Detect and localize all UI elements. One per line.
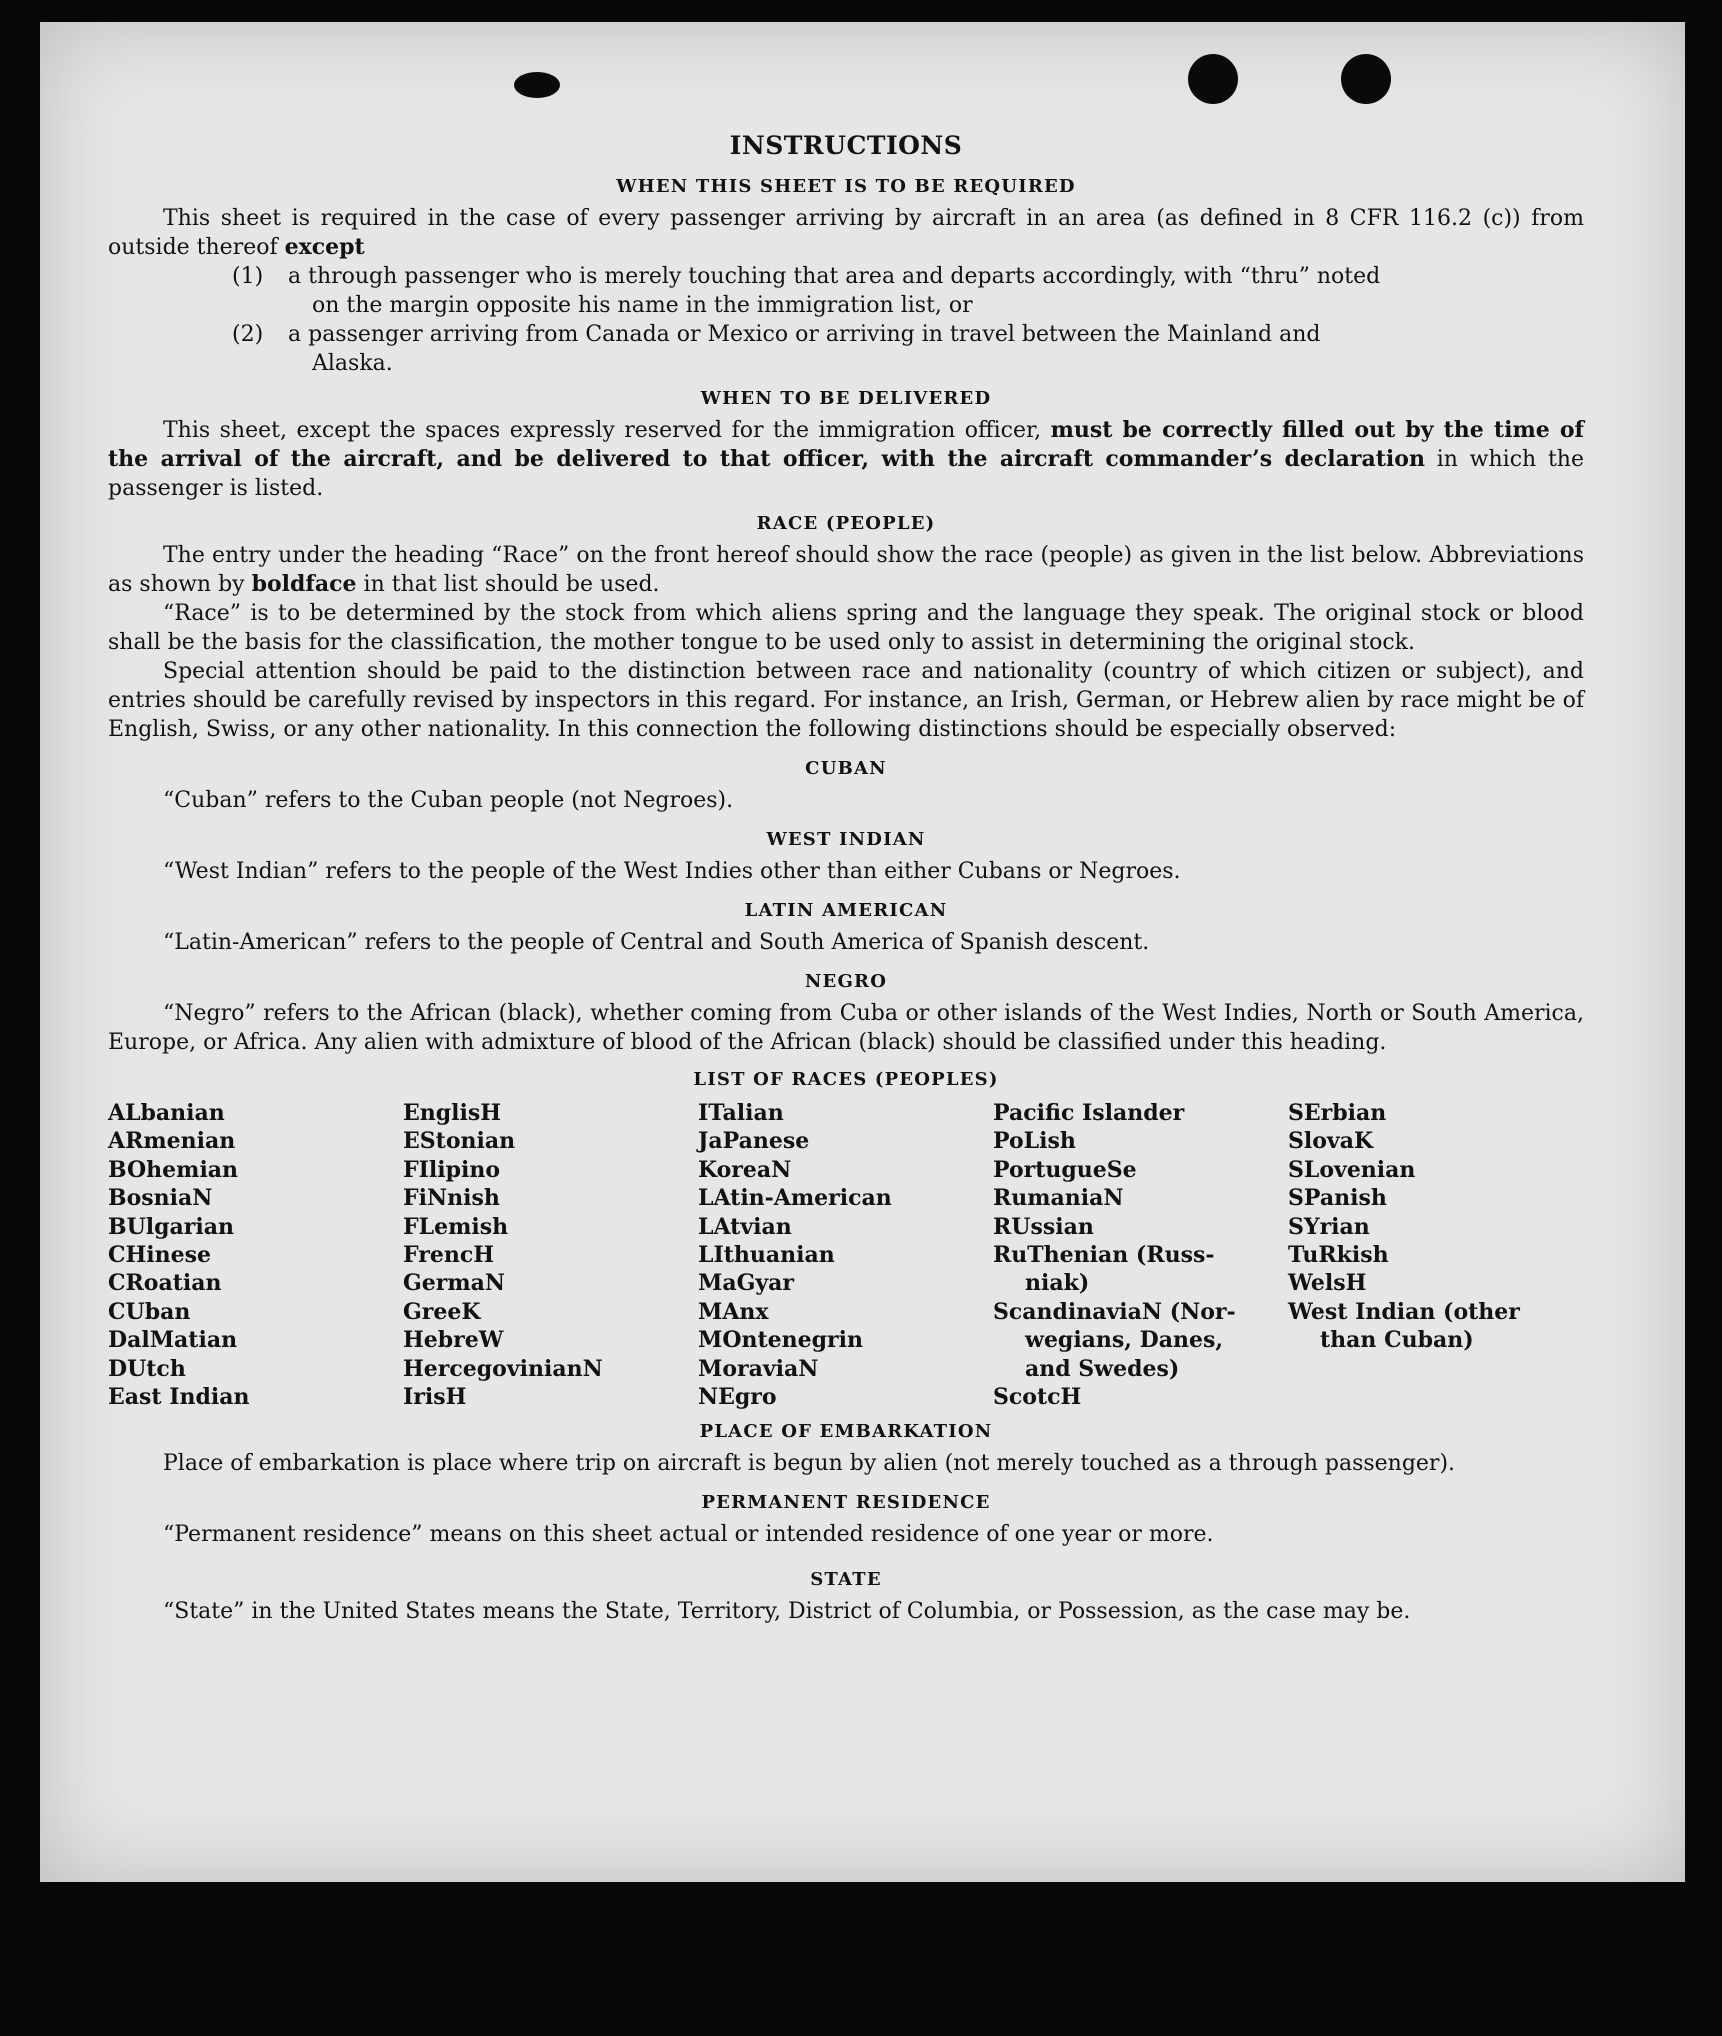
races-column <box>403 1099 698 1411</box>
race-entry: and Swedes) <box>1025 1355 1180 1382</box>
race-entry: CHinese <box>108 1242 212 1269</box>
races-list <box>108 1099 1584 1411</box>
section-heading: WEST INDIAN <box>766 829 926 850</box>
race-entry: RUssian <box>993 1213 1094 1240</box>
race-entry: HebreW <box>403 1327 504 1354</box>
race-entry: BosniaN <box>108 1185 213 1212</box>
section-heading: LIST OF RACES (PEOPLES) <box>693 1069 999 1090</box>
delivered-paragraph: This sheet, except the spaces expressly reserved for the immigration officer, must be correctly filled out by the time of the arrival of the aircraft, and be delivered to that officer, with the aircraft commander’s declaration in which the passenger is listed. <box>108 417 1584 501</box>
race-entry: WelsH <box>1288 1270 1367 1297</box>
state-text: “State” in the United States means the State, Territory, District of Columbia, or Possession, as the case may be. <box>163 1599 1411 1625</box>
race-entry: CUban <box>108 1298 191 1325</box>
race-entry: West Indian (other <box>1288 1298 1520 1325</box>
race-entry: SYrian <box>1288 1213 1370 1240</box>
race-entry: FIlipino <box>403 1156 501 1183</box>
race-entry: DalMatian <box>108 1327 238 1354</box>
races-column <box>1288 1099 1583 1411</box>
section-heading: RACE (PEOPLE) <box>756 513 936 534</box>
race-entry: RumaniaN <box>993 1185 1124 1212</box>
race-entry: BUlgarian <box>108 1213 234 1240</box>
race-paragraph: Special attention should be paid to the distinction between race and nationality (country of which citizen or subject), and entries should be carefully revised by inspectors in this regard. For instance, an Irish, German, or Hebrew alien by race might be of English, Swiss, or any other nationality. In this connection the following distinctions should be especially observed: <box>108 659 1584 742</box>
race-entry: NEgro <box>698 1384 777 1411</box>
race-entry: JaPanese <box>698 1128 810 1155</box>
definition-text: “Cuban” refers to the Cuban people (not Negroes). <box>163 788 734 813</box>
exception-item: (1) a through passenger who is merely touching that area and departs accordingly, with “thru” noted on the margin opposite his name in the immigration list, or <box>232 264 1381 318</box>
race-entry: LAtin-American <box>698 1185 892 1212</box>
race-entry: niak) <box>1025 1270 1090 1297</box>
section-heading: WHEN THIS SHEET IS TO BE REQUIRED <box>616 176 1076 197</box>
section-heading: STATE <box>810 1569 882 1591</box>
section-heading: CUBAN <box>805 758 887 779</box>
race-entry: ARmenian <box>108 1128 236 1155</box>
race-entry: TuRkish <box>1288 1242 1389 1269</box>
section-heading: PERMANENT RESIDENCE <box>701 1492 991 1514</box>
section-heading: PLACE OF EMBARKATION <box>699 1421 993 1443</box>
race-entry: Pacific Islander <box>993 1100 1185 1126</box>
punch-hole <box>514 72 560 98</box>
races-column <box>108 1099 403 1411</box>
race-entry: LAtvian <box>698 1213 792 1240</box>
punch-hole <box>1341 54 1391 104</box>
exception-item: (2) a passenger arriving from Canada or Mexico or arriving in travel between the Mainland and Alaska. <box>232 322 1321 376</box>
section-heading: LATIN AMERICAN <box>744 900 948 921</box>
section-heading: NEGRO <box>804 971 888 992</box>
race-entry: MaGyar <box>698 1270 795 1297</box>
race-entry: MoraviaN <box>698 1355 819 1382</box>
race-entry: ScandinaviaN (Nor- <box>993 1298 1236 1325</box>
race-entry: IrisH <box>403 1384 467 1411</box>
definition-text: “Latin-American” refers to the people of Central and South America of Spanish descent. <box>163 930 1150 955</box>
residence-text: “Permanent residence” means on this sheet actual or intended residence of one year or more. <box>163 1522 1214 1548</box>
race-entry: SLovenian <box>1288 1156 1416 1183</box>
races-column <box>993 1099 1288 1411</box>
race-entry: MOntenegrin <box>698 1327 863 1354</box>
race-entry: GreeK <box>403 1298 481 1325</box>
race-entry: than Cuban) <box>1320 1327 1474 1354</box>
race-entry: CRoatian <box>108 1270 222 1297</box>
page-title: INSTRUCTIONS <box>729 131 963 160</box>
race-entry: BOhemian <box>108 1156 239 1183</box>
race-entry: EnglisH <box>403 1100 502 1126</box>
race-entry: GermaN <box>403 1270 506 1297</box>
race-entry: ITalian <box>698 1100 784 1126</box>
race-entry: LIthuanian <box>698 1242 835 1269</box>
race-entry: SErbian <box>1288 1100 1387 1126</box>
race-entry: EStonian <box>403 1128 516 1155</box>
race-entry: HercegovinianN <box>403 1355 603 1382</box>
definition-text: “West Indian” refers to the people of the West Indies other than either Cubans or Negroes. <box>163 859 1181 884</box>
race-entry: SPanish <box>1288 1185 1387 1212</box>
embarkation-text: Place of embarkation is place where trip on aircraft is begun by alien (not merely touched as a through passenger). <box>163 1451 1456 1477</box>
race-entry: KoreaN <box>698 1156 792 1183</box>
race-entry: FrencH <box>403 1242 494 1269</box>
definition-text: “Negro” refers to the African (black), whether coming from Cuba or other islands of the West Indies, North or South America, Europe, or Africa. Any alien with admixture of blood of the African (black) should be classified under this heading. <box>108 1001 1584 1055</box>
punch-hole <box>1188 54 1238 104</box>
instructions-content <box>108 126 1584 1626</box>
race-entry: RuThenian (Russ- <box>993 1242 1215 1269</box>
race-paragraph: The entry under the heading “Race” on the front hereof should show the race (people) as given in the list below. Abbreviations as shown by boldface in that list should be used. <box>108 543 1584 597</box>
race-entry: wegians, Danes, <box>1025 1327 1223 1354</box>
race-entry: ScotcH <box>993 1384 1082 1411</box>
document-page <box>40 22 1685 1882</box>
race-entry: MAnx <box>698 1298 769 1325</box>
race-entry: PortugueSe <box>993 1156 1137 1183</box>
required-intro: This sheet is required in the case of every passenger arriving by aircraft in an area (as defined in 8 CFR 116.2 (c)) from outside thereof except <box>108 206 1584 260</box>
race-entry: DUtch <box>108 1355 186 1382</box>
race-entry: East Indian <box>108 1384 250 1411</box>
section-heading: WHEN TO BE DELIVERED <box>700 388 992 409</box>
race-entry: SlovaK <box>1288 1128 1374 1155</box>
race-paragraph: “Race” is to be determined by the stock from which aliens spring and the language they speak. The original stock or blood shall be the basis for the classification, the mother tongue to be used only to assist in determining the original stock. <box>108 601 1584 655</box>
race-entry: FiNnish <box>403 1185 500 1212</box>
race-entry: PoLish <box>993 1128 1076 1155</box>
races-column <box>698 1099 993 1411</box>
race-entry: FLemish <box>403 1213 509 1240</box>
race-entry: ALbanian <box>108 1100 225 1126</box>
